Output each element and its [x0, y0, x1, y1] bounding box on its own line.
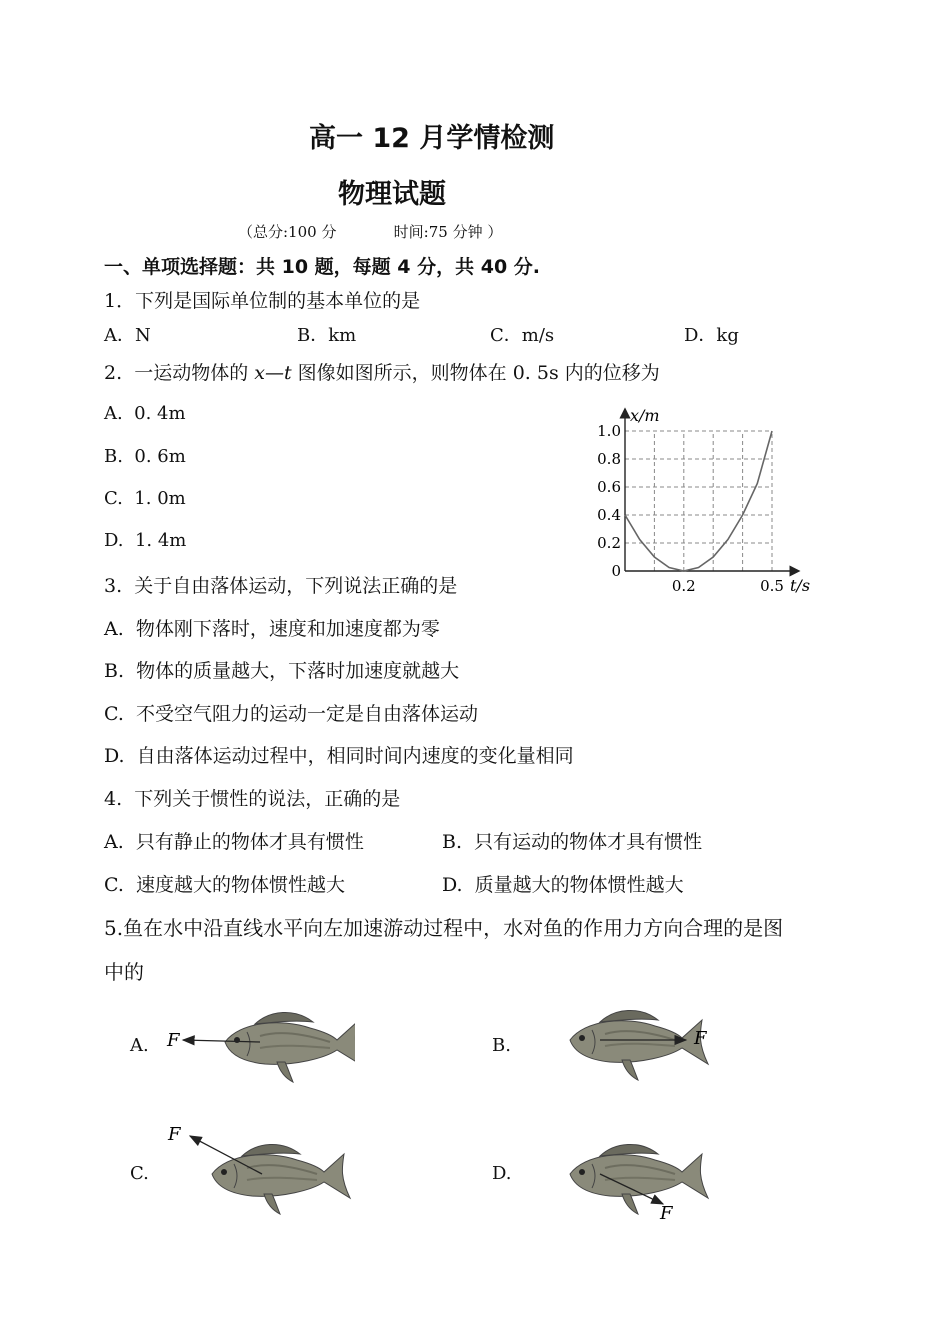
- y-tick-label: 0: [611, 562, 621, 580]
- fish-figure-c: [162, 1122, 352, 1217]
- y-tick-label: 0.2: [597, 534, 621, 552]
- chart-axes: [625, 413, 795, 571]
- question-1-stem: 1．下列是国际单位制的基本单位的是: [104, 290, 421, 312]
- question-2-stem-prefix: 2. 一运动物体的: [104, 362, 255, 384]
- question-3-option-a: A. 物体刚下落时，速度和加速度都为零: [104, 618, 440, 640]
- force-label: F: [168, 1124, 181, 1145]
- exam-meta: （总分:100 分 时间:75 分钟 ）: [238, 223, 503, 241]
- xt-curve: [625, 431, 772, 571]
- y-tick-label: 1.0: [597, 422, 621, 440]
- question-2-option-c: C. 1. 0m: [104, 488, 186, 509]
- subject-title: 物理试题: [338, 179, 446, 210]
- question-4-stem: 4. 下列关于惯性的说法，正确的是: [104, 788, 401, 810]
- fish-image: [570, 1010, 708, 1080]
- question-3-option-c: C. 不受空气阻力的运动一定是自由落体运动: [104, 703, 478, 725]
- question-5-option-b-label: B.: [492, 1035, 511, 1056]
- question-2-option-a: A. 0. 4m: [104, 403, 186, 424]
- question-5-option-d-label: D.: [492, 1163, 512, 1184]
- question-5-stem-line1: 5.鱼在水中沿直线水平向左加速游动过程中，水对鱼的作用力方向合理的是图: [104, 916, 784, 940]
- y-tick-label: 0.6: [597, 478, 621, 496]
- force-label: F: [694, 1028, 707, 1049]
- question-1-option-d: D．kg: [684, 325, 739, 346]
- question-4-option-a: A. 只有静止的物体才具有惯性: [104, 831, 364, 853]
- question-2-option-d: D. 1. 4m: [104, 530, 187, 551]
- question-1-option-a: A．N: [104, 325, 151, 346]
- question-2-stem-var: x—t: [254, 362, 292, 384]
- fish-image: [570, 1144, 708, 1214]
- y-axis-label: x/m: [630, 406, 660, 425]
- section-heading: 一、单项选择题：共 10 题，每题 4 分，共 40 分.: [104, 256, 541, 278]
- fish-figure-d: [530, 1122, 720, 1222]
- force-label: F: [660, 1203, 673, 1222]
- question-4-option-d: D. 质量越大的物体惯性越大: [442, 874, 684, 896]
- y-tick-label: 0.8: [597, 450, 621, 468]
- y-tick-label: 0.4: [597, 506, 621, 524]
- force-label: F: [167, 1030, 180, 1051]
- question-5-option-c-label: C.: [130, 1163, 149, 1184]
- question-1-option-b: B．km: [297, 325, 357, 346]
- fish-image: [225, 1012, 355, 1082]
- question-2-option-b: B. 0. 6m: [104, 446, 186, 467]
- question-2-stem: [104, 358, 660, 385]
- question-4-option-b: B. 只有运动的物体才具有惯性: [442, 831, 703, 853]
- fish-figure-b: [530, 998, 720, 1083]
- fish-figure-a: [165, 1000, 355, 1085]
- question-2-stem-suffix: 图像如图所示，则物体在 0. 5s 内的位移为: [291, 362, 660, 384]
- x-axis-label: t/s: [790, 576, 811, 595]
- x-tick-label: 0.2: [671, 577, 696, 595]
- xt-chart: [585, 405, 815, 600]
- question-4-option-c: C. 速度越大的物体惯性越大: [104, 874, 345, 896]
- question-3-option-b: B. 物体的质量越大，下落时加速度就越大: [104, 660, 460, 682]
- page-title: 高一 12 月学情检测: [309, 123, 555, 154]
- question-5-option-a-label: A.: [130, 1035, 149, 1056]
- question-1-option-c: C．m/s: [490, 325, 555, 346]
- question-5-stem-line2: 中的: [104, 960, 144, 984]
- fish-image: [212, 1144, 350, 1214]
- x-tick-label: 0.5: [760, 577, 784, 595]
- question-3-option-d: D. 自由落体运动过程中，相同时间内速度的变化量相同: [104, 745, 574, 767]
- question-3-stem: 3. 关于自由落体运动，下列说法正确的是: [104, 575, 458, 597]
